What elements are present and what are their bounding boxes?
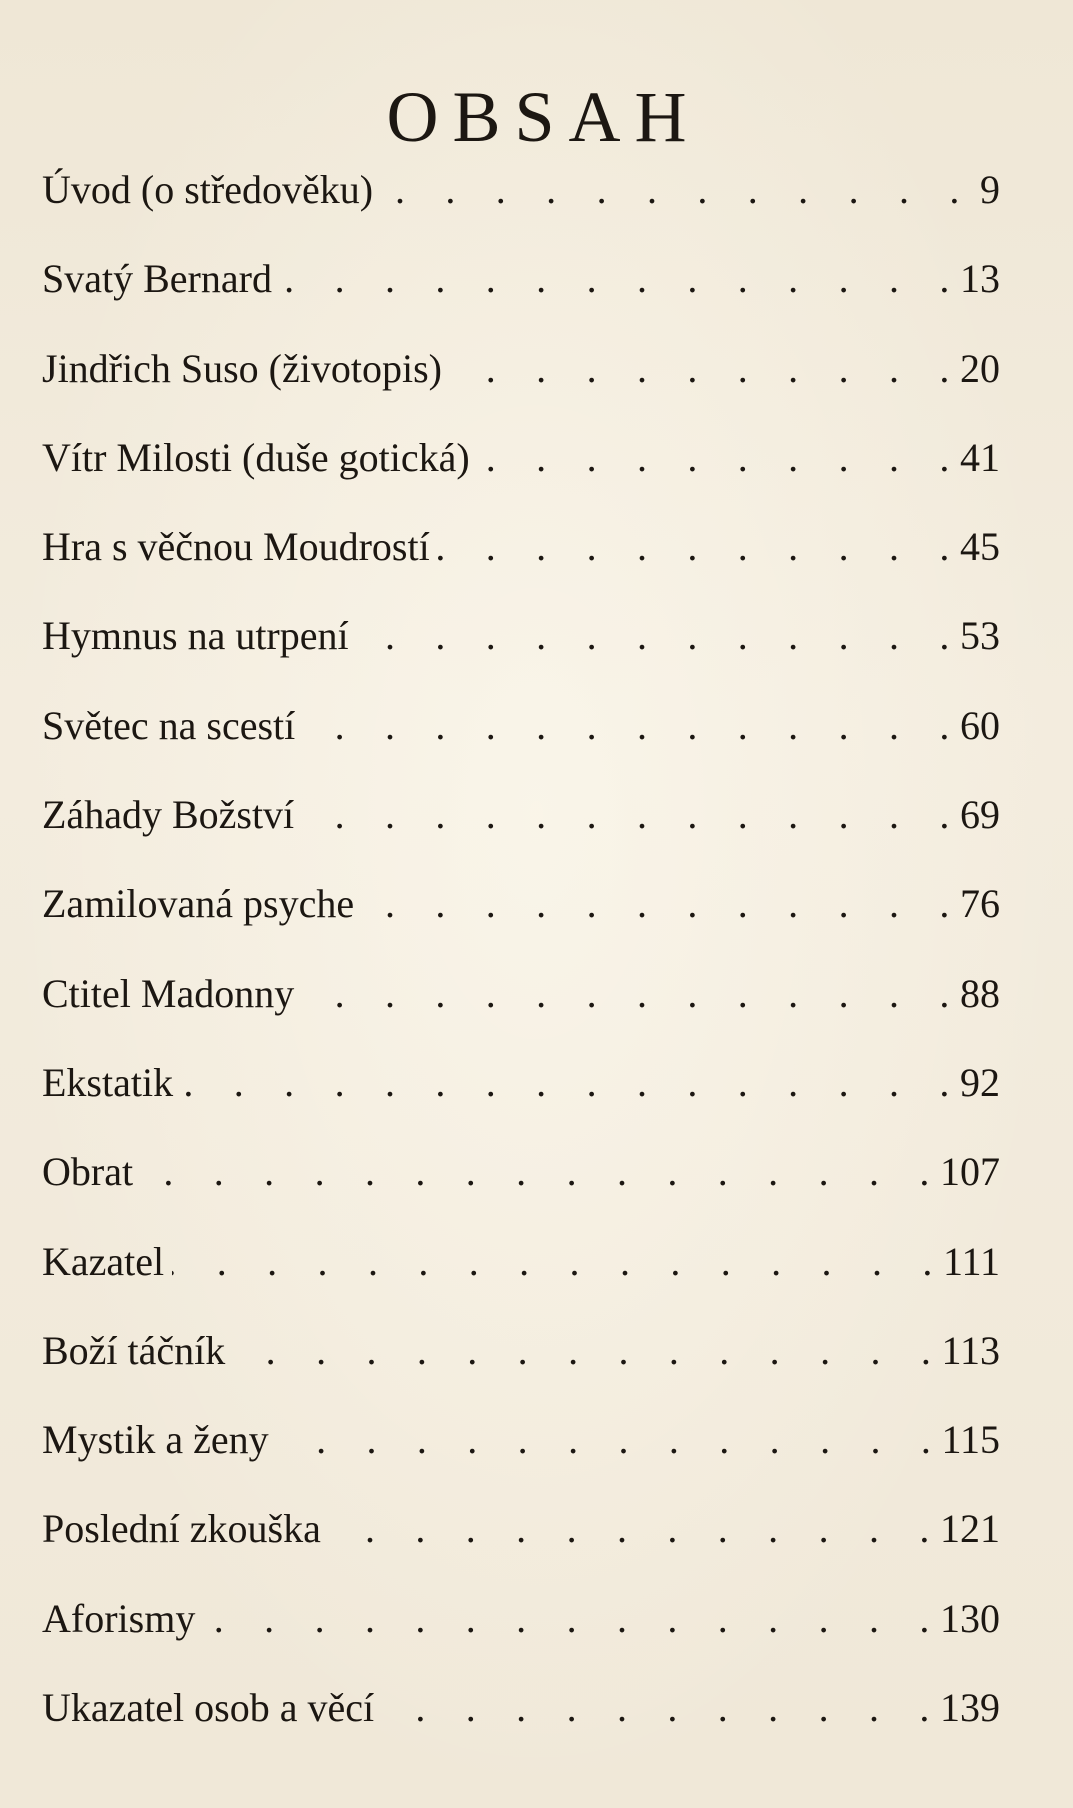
dot-leader: [172, 1238, 935, 1285]
toc-entry-page: 121: [940, 1506, 1000, 1552]
toc-entry-title: Hymnus na utrpení: [42, 613, 349, 659]
toc-entry-title: Boží táčník: [42, 1327, 226, 1373]
toc-entry: [42, 1684, 1000, 1773]
toc-entry: [42, 1238, 1000, 1327]
toc-entry-title: Záhady Božství: [42, 792, 295, 838]
toc-entry-title: Úvod (o středověku): [42, 167, 374, 212]
toc-entry-title: Jindřich Suso (životopis): [42, 345, 442, 391]
toc-entry-page: 9: [980, 167, 1000, 212]
toc-entry-page: 107: [940, 1149, 1000, 1195]
toc-entry-title: Obrat: [42, 1149, 134, 1195]
toc-entry-title: Vítr Milosti (duše gotická): [42, 434, 470, 480]
toc-entry: [42, 1148, 1000, 1237]
toc-entry: [42, 1327, 1000, 1416]
toc-entry-title: Aforismy: [42, 1595, 196, 1641]
toc-entry-page: 69: [960, 792, 1000, 838]
toc-entry: [42, 612, 1000, 701]
toc-entry: [42, 1416, 1000, 1505]
toc-entry-page: 88: [960, 970, 1000, 1016]
toc-entry-page: 60: [960, 702, 1000, 748]
toc-entry: [42, 345, 1000, 434]
toc-entry: [42, 1595, 1000, 1684]
toc-entry: [42, 523, 1000, 612]
toc-entry-page: 92: [960, 1059, 1000, 1105]
dot-leader: [357, 612, 952, 659]
dot-leader: [280, 255, 952, 302]
dot-leader: [382, 1684, 932, 1731]
table-of-contents: [42, 166, 1000, 1773]
dot-leader: [277, 1416, 934, 1463]
toc-entry: [42, 1505, 1000, 1594]
dot-leader: [203, 1595, 932, 1642]
toc-entry-page: 113: [941, 1327, 1000, 1373]
toc-entry-page: 130: [940, 1595, 1000, 1641]
toc-entry-title: Poslední zkouška: [42, 1506, 321, 1552]
dot-leader: [233, 1327, 933, 1374]
toc-entry-page: 139: [940, 1685, 1000, 1731]
dot-leader: [478, 434, 952, 481]
dot-leader: [381, 166, 962, 213]
toc-entry-page: 76: [960, 881, 1000, 927]
toc-entry-title: Svatý Bernard: [42, 256, 272, 302]
dot-leader: [302, 970, 952, 1017]
toc-entry: [42, 880, 1000, 969]
dot-leader: [450, 345, 952, 392]
toc-entry-title: Světec na scestí: [42, 702, 296, 748]
toc-entry-title: Kazatel: [42, 1238, 165, 1284]
toc-entry-title: Ekstatik: [42, 1059, 174, 1105]
toc-entry: [42, 970, 1000, 1059]
toc-entry-title: Ctitel Madonny: [42, 970, 295, 1016]
toc-entry: [42, 434, 1000, 523]
dot-leader: [303, 702, 952, 749]
toc-entry-page: 53: [960, 613, 1000, 659]
toc-entry-title: Hra s věčnou Moudrostí: [42, 524, 430, 570]
toc-entry: [42, 702, 1000, 791]
dot-leader: [438, 523, 952, 570]
toc-entry: [42, 255, 1000, 344]
toc-entry-page: 41: [960, 434, 1000, 480]
toc-entry-page: 115: [941, 1417, 1000, 1463]
toc-entry: [42, 1059, 1000, 1148]
toc-entry-title: Mystik a ženy: [42, 1417, 269, 1463]
dot-leader: [302, 791, 952, 838]
dot-leader: [329, 1505, 932, 1552]
toc-entry-page: 111: [942, 1238, 1000, 1284]
dot-leader: [141, 1148, 932, 1195]
toc-entry-title: Ukazatel osob a věcí: [42, 1685, 375, 1731]
dot-leader: [181, 1059, 952, 1106]
page-title: OBSAH: [386, 77, 701, 158]
toc-entry-page: 13: [960, 256, 1000, 302]
toc-entry-page: 20: [960, 345, 1000, 391]
toc-entry-page: 45: [960, 524, 1000, 570]
toc-entry: [42, 166, 1000, 255]
toc-entry-title: Zamilovaná psyche: [42, 881, 355, 927]
toc-entry: [42, 791, 1000, 880]
dot-leader: [362, 880, 952, 927]
